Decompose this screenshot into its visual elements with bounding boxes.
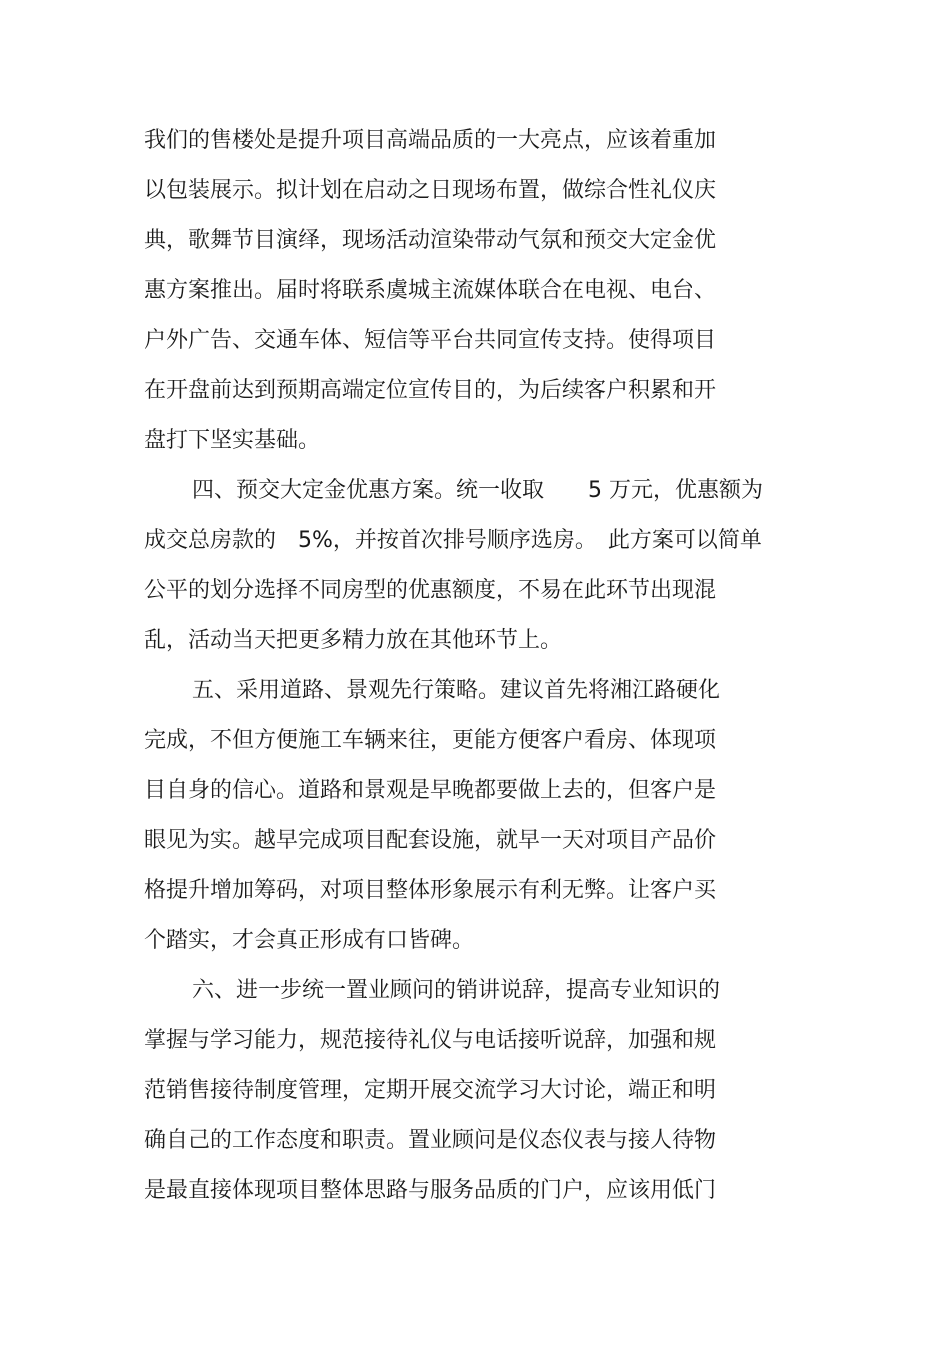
paragraph-six-heading: 六、进一步统一置业顾问的销讲说辞，提高专业知识的	[192, 978, 721, 1003]
text-line: 是最直接体现项目整体思路与服务品质的门户，应该用低门	[144, 1178, 717, 1203]
text-line: 以包装展示。拟计划在启动之日现场布置，做综合性礼仪庆	[144, 178, 717, 203]
text-line: 个踏实，才会真正形成有口皆碑。	[144, 928, 475, 953]
text-line: 完成，不但方便施工车辆来往，更能方便客户看房、体现项	[144, 728, 717, 753]
text-line: 掌握与学习能力，规范接待礼仪与电话接听说辞，加强和规	[144, 1028, 717, 1053]
text-line: 典，歌舞节目演绎，现场活动渲染带动气氛和预交大定金优	[144, 228, 717, 253]
text-line: 我们的售楼处是提升项目高端品质的一大亮点，应该着重加	[144, 128, 717, 153]
text-line: 在开盘前达到预期高端定位宣传目的，为后续客户积累和开	[144, 378, 717, 403]
text-line: 成交总房款的 5%，并按首次排号顺序选房。 此方案可以简单	[144, 528, 762, 553]
text-line: 范销售接待制度管理，定期开展交流学习大讨论，端正和明	[144, 1078, 717, 1103]
text-line: 惠方案推出。届时将联系虞城主流媒体联合在电视、电台、	[144, 278, 717, 303]
text-line: 乱，活动当天把更多精力放在其他环节上。	[144, 628, 563, 653]
text-line: 盘打下坚实基础。	[144, 428, 321, 453]
paragraph-five-heading: 五、采用道路、景观先行策略。建议首先将湘江路硬化	[192, 678, 721, 703]
paragraph-four-heading: 四、预交大定金优惠方案。统一收取 5 万元，优惠额为	[192, 478, 763, 503]
text-line: 户外广告、交通车体、短信等平台共同宣传支持。使得项目	[144, 328, 717, 353]
text-line: 眼见为实。越早完成项目配套设施，就早一天对项目产品价	[144, 828, 717, 853]
text-line: 目自身的信心。道路和景观是早晚都要做上去的，但客户是	[144, 778, 717, 803]
text-line: 确自己的工作态度和职责。置业顾问是仪态仪表与接人待物	[144, 1128, 717, 1153]
text-line: 格提升增加筹码，对项目整体形象展示有利无弊。让客户买	[144, 878, 717, 903]
text-line: 公平的划分选择不同房型的优惠额度，不易在此环节出现混	[144, 578, 717, 603]
